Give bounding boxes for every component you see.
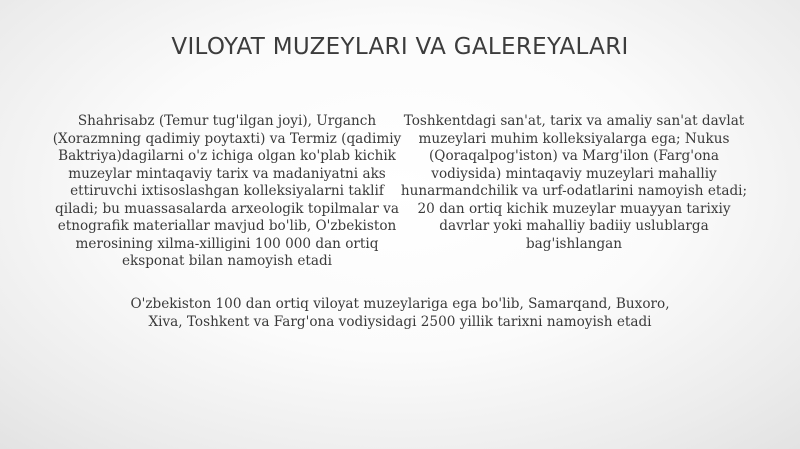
summary-text: O'zbekiston 100 dan ortiq viloyat muzeylariga ega bo'lib, Samarqand, Buxoro, Xiva, Toshkent va Farg'ona vodiysidagi 2500 yillik tarixni namoyish etadi [130, 296, 670, 330]
left-column-text: Shahrisabz (Temur tug'ilgan joyi), Urganch (Xorazmning qadimiy poytaxti) va Termiz (qadimiy Baktriya)dagilarni o'z ichiga olgan ko'plab kichik muzeylar mintaqaviy tarix va madaniyatni aks ettiruvchi ixtisoslashgan kolleksiyalarni taklif qiladi; bu muassasalarda arxeologik topilmalar va etnografik materiallar mavjud bo'lib, O'zbekiston merosining xilma-xilligini 100 000 dan ortiq eksponat bilan namoyish etadi [52, 113, 402, 269]
right-column-text: Toshkentdagi san'at, tarix va amaliy san'at davlat muzeylari muhim kolleksiyalarga ega; Nukus (Qoraqalpog'iston) va Marg'ilon (Farg'ona vodiysida) mintaqaviy muzeylari mahalliy hunarmandchilik va urf-odatlarini namoyish etadi; 20 dan ortiq kichik muzeylar muayyan tarixiy davrlar yoki mahalliy badiiy uslublarga bag'ishlangan [400, 113, 748, 252]
slide-title: VILOYAT MUZEYLARI VA GALEREYALARI [171, 34, 629, 60]
